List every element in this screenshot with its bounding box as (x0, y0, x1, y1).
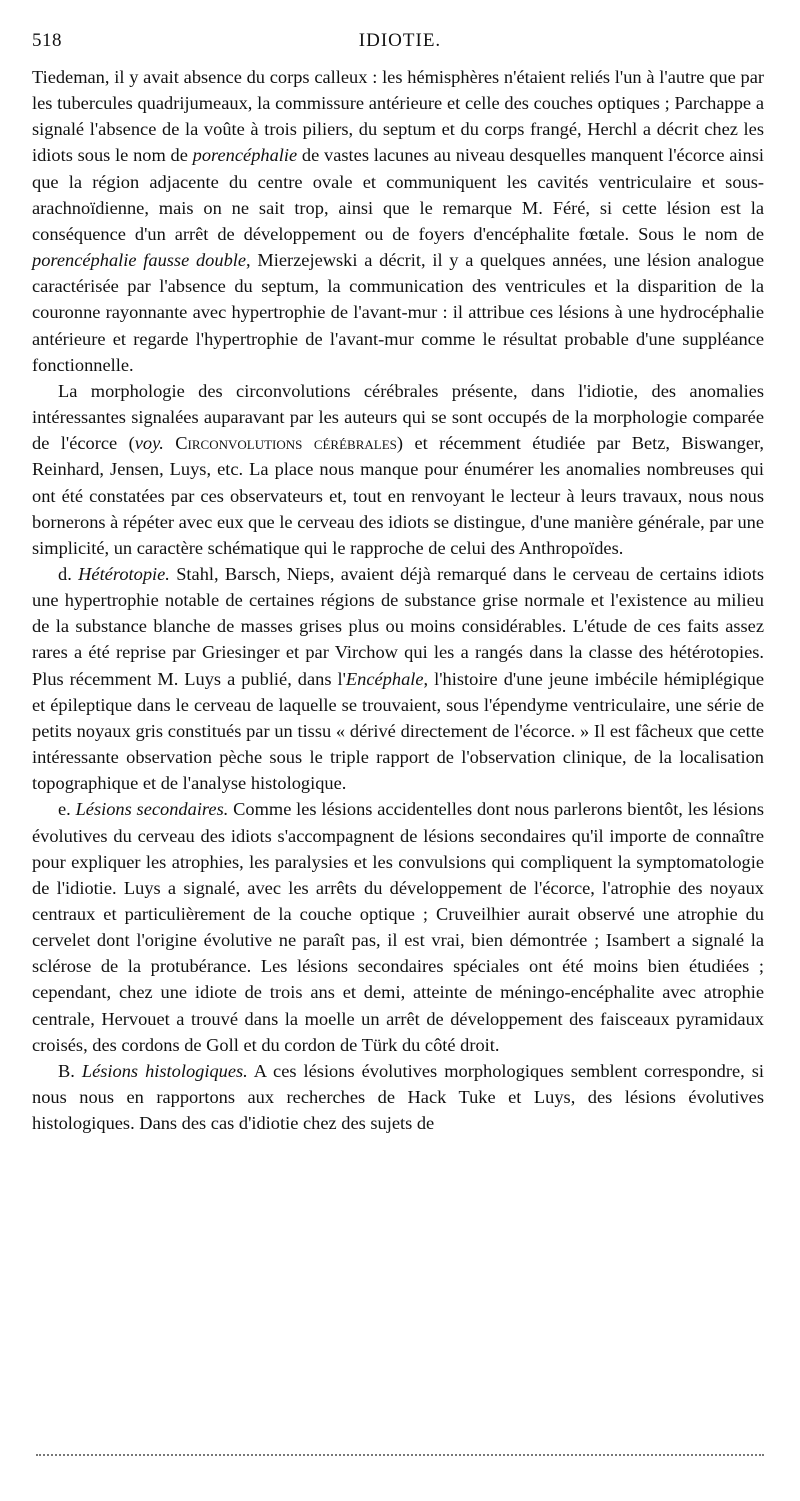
paragraph-4 (32, 796, 764, 1058)
italic-term: porencéphalie fausse double (32, 250, 247, 271)
section-heading: Hétérotopie. (78, 563, 170, 584)
paragraph-5 (32, 1058, 764, 1136)
text-run: Comme les lésions accidentelles dont nous parlerons bientôt, les lésions évolutives du cerveau des idiots s'accompagnent de lésions secondaires qu'il importe de connaître pour expliquer les atrophies, les paralysies et les convulsions qui compliquent la symptomatologie de l'idiotie. Luys a signalé, avec les arrêts du développement de l'écorce, l'atrophie des noyaux centraux et particulièrement de la couche optique ; Cruveilhier aurait observé une atrophie du cervelet dont l'origine évolutive ne paraît pas, il est vrai, bien démontrée ; Isambert a signalé la sclérose de la protubérance. Les lésions secondaires spéciales ont été moins bien étudiées ; cependant, chez une idiote de trois ans et demi, atteinte de méningo-encéphalite avec atrophie centrale, Hervouet a trouvé dans la moelle un arrêt de développement des faisceaux pyramidaux croisés, des cordons de Goll et du cordon de Türk du côté droit. (32, 799, 764, 1055)
text-run: La morphologie des circonvolutions cérébrales présente, dans l'idiotie, des anomalies intéressantes signalées auparavant par les auteurs qui se sont occupés de la morphologie comparée de l'écorce ( (32, 380, 764, 454)
text-run: e. (58, 799, 76, 820)
paragraph-2 (32, 378, 764, 561)
italic-term: Encéphale (345, 668, 424, 689)
section-heading: Lésions secondaires. (75, 799, 229, 820)
italic-term: voy. (134, 433, 164, 454)
text-run: ) et récemment étudiée par Betz, Biswanger, Reinhard, Jensen, Luys, etc. La place nous manque pour énumérer les anomalies nombreuses qui ont été constatées par ces observateurs et, tout en renvoyant le lecteur à leurs travaux, nous nous bornerons à répéter avec eux que le cerveau des idiots se distingue, d'une manière générale, par une simplicité, un caractère schématique qui le rapproche de celui des Anthropoïdes. (32, 433, 764, 558)
text-run: B. (58, 1060, 82, 1081)
page-header (32, 30, 768, 58)
text-run: , Mierzejewski a décrit, il y a quelques années, une lésion analogue caractérisée par l'absence du septum, la communication des ventricules et la disparition de la couronne rayonnante avec hypertrophie de l'avant-mur : il attribue ces lésions à une hydrocéphalie antérieure et regarde l'hypertrophie de l'avant-mur comme le résultat probable d'une suppléance fonctionnelle. (32, 250, 764, 375)
footer-rule (36, 1454, 764, 1456)
running-head: IDIOTIE. (358, 30, 442, 51)
paragraph-1 (32, 64, 764, 378)
italic-term: porencéphalie (192, 145, 298, 166)
text-run: Tiedeman, il y avait absence du corps calleux : les hémisphères n'étaient reliés l'un à l'autre que par les tubercules quadrijumeaux, la commissure antérieure et celle des couches optiques ; Parchappe a signalé l'absence de la voûte à trois piliers, du septum et du corps frangé, Herchl a décrit chez les idiots sous le nom de (32, 67, 764, 166)
paragraph-3 (32, 561, 764, 796)
text-run: de vastes lacunes au niveau desquelles manquent l'écorce ainsi que la région adjacente du centre ovale et communiquent les cavités ventriculaire et sous-arachnoïdienne, mais on ne sait trop, ainsi que le remarque M. Féré, si cette lésion est la conséquence d'un arrêt de développement ou de foyers d'encéphalite fœtale. Sous le nom de (32, 145, 764, 244)
page-body (32, 64, 764, 1136)
section-heading: Lésions histologiques. (81, 1060, 248, 1081)
text-run: A ces lésions évolutives morphologiques semblent correspondre, si nous nous en rapportons aux recherches de Hack Tuke et Luys, des lésions évolutives histologiques. Dans des cas d'idiotie chez des sujets de (32, 1060, 764, 1134)
text-run: Stahl, Barsch, Nieps, avaient déjà remarqué dans le cerveau de certains idiots une hypertrophie notable de certaines régions de substance grise normale et l'existence au milieu de la substance blanche de masses grises plus ou moins considérables. L'étude de ces faits assez rares a été reprise par Griesinger et par Virchow qui les a rangés dans la classe des hétérotopies. Plus récemment M. Luys a publié, dans l' (32, 563, 765, 689)
page-number: 518 (32, 30, 62, 51)
text-run: , l'histoire d'une jeune imbécile hémiplégique et épileptique dans le cerveau de laquelle se trouvaient, sous l'épendyme ventriculaire, une série de petits noyaux gris constitués par un tissu « dérivé directement de l'écorce. » Il est fâcheux que cette intéressante observation pèche sous le triple rapport de l'observation clinique, de la localisation topographique et de l'analyse histologique. (32, 668, 764, 794)
text-run: d. (58, 563, 79, 584)
cross-reference: Circonvolutions cérébrales (163, 433, 397, 454)
